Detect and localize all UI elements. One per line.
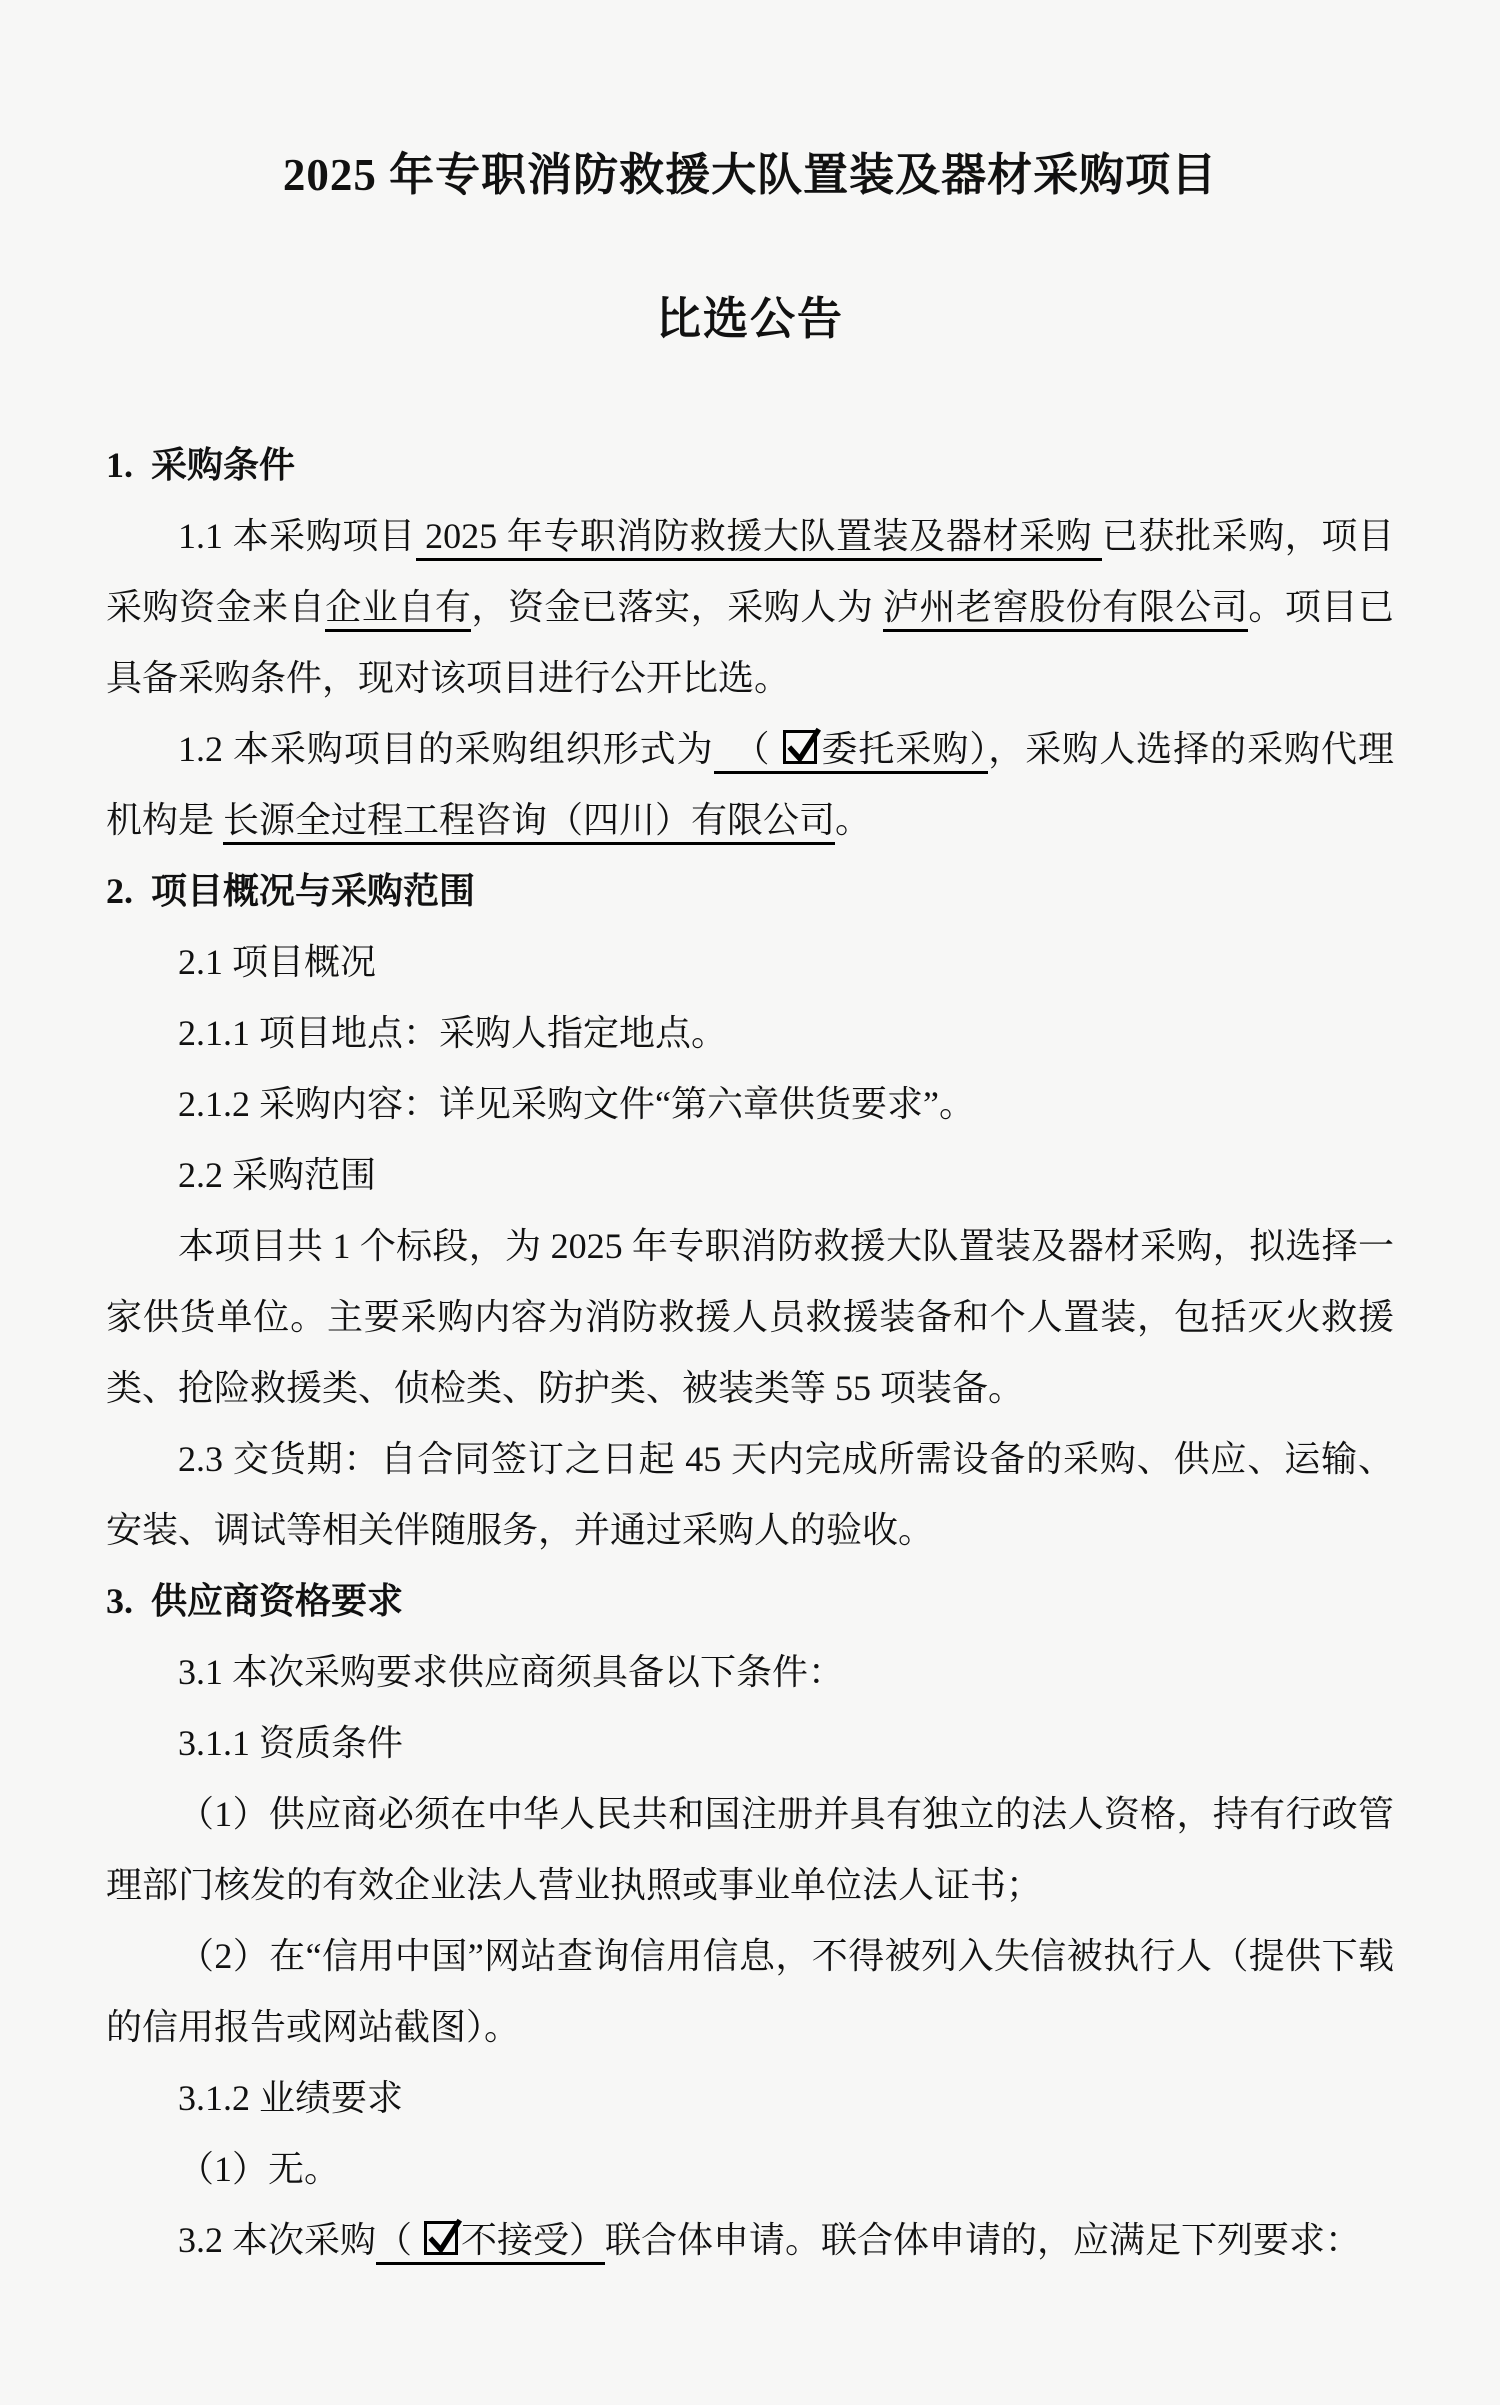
section-2-heading: 2. 项目概况与采购范围	[106, 871, 476, 911]
para-1-1	[106, 501, 1394, 714]
underlined-agency-name: 长源全过程工程咨询（四川）有限公司	[223, 800, 835, 845]
underlined-purchaser-name: 泸州老窖股份有限公司	[883, 587, 1248, 632]
para-2-2: 2.2 采购范围	[178, 1155, 377, 1195]
text-segment: 1.2 本采购项目的采购组织形式为	[178, 729, 714, 769]
text-segment: 。项目已具备采购条件，现对该项目进行公开比选。	[106, 587, 1394, 698]
text-segment: 3.2 本次采购	[178, 2220, 377, 2260]
para-2-1-1: 2.1.1 项目地点：采购人指定地点。	[178, 1013, 728, 1053]
text-segment: 已获批采购，项目采购资金来自	[106, 516, 1394, 627]
section-3-heading: 3. 供应商资格要求	[106, 1581, 404, 1621]
para-2-1: 2.1 项目概况	[178, 942, 377, 982]
para-3-1-2-item-1: （1）无。	[178, 2149, 341, 2189]
text-segment: （	[713, 729, 781, 769]
para-3-1-1: 3.1.1 资质条件	[178, 1723, 404, 1763]
underlined-fund-source: 企业自有	[325, 587, 471, 632]
document-subtitle: 比选公告	[655, 294, 844, 344]
para-3-1-1-item-2: （2）在“信用中国”网站查询信用信息，不得被列入失信被执行人（提供下载的信用报告或网站截图）。	[106, 1936, 1394, 2047]
text-segment: 1.1 本采购项目	[178, 516, 416, 556]
para-3-1-2: 3.1.2 业绩要求	[178, 2078, 404, 2118]
text-segment: 联合体申请。联合体申请的，应满足下列要求：	[605, 2220, 1362, 2260]
text-segment: ，资金已落实，采购人为	[471, 587, 883, 627]
text-segment: 不接受）	[461, 2220, 606, 2260]
para-3-2	[106, 2205, 1394, 2276]
text-segment: 。	[835, 800, 872, 840]
para-2-2-body: 本项目共 1 个标段，为 2025 年专职消防救援大队置装及器材采购，拟选择一家供货单位。主要采购内容为消防救援人员救援装备和个人置装，包括灭火救援类、抢险救援类、侦检类、防护类、被装类等 55 项装备。	[106, 1226, 1394, 1408]
text-segment: ，采购人选择的采购代理机构是	[106, 729, 1394, 840]
para-3-1-1-item-1: （1）供应商必须在中华人民共和国注册并具有独立的法人资格，持有行政管理部门核发的有效企业法人营业执照或事业单位法人证书；	[106, 1794, 1394, 1905]
document-title: 2025 年专职消防救援大队置装及器材采购项目	[282, 150, 1218, 200]
text-segment: 委托采购）	[820, 729, 989, 769]
underlined-project-name: 2025 年专职消防救援大队置装及器材采购	[416, 516, 1102, 561]
para-2-1-2: 2.1.2 采购内容：详见采购文件“第六章供货要求”。	[178, 1084, 975, 1124]
para-3-1: 3.1 本次采购要求供应商须具备以下条件：	[178, 1652, 845, 1692]
checkbox-checked-icon	[424, 2221, 458, 2255]
text-segment: （	[376, 2220, 422, 2260]
underlined-consortium-option	[376, 2220, 605, 2265]
underlined-organization-form	[714, 729, 989, 774]
para-1-2	[106, 714, 1394, 856]
section-1-heading: 1. 采购条件	[106, 445, 296, 485]
checkbox-checked-icon	[783, 730, 817, 764]
para-2-3: 2.3 交货期：自合同签订之日起 45 天内完成所需设备的采购、供应、运输、安装、调试等相关伴随服务，并通过采购人的验收。	[106, 1439, 1394, 1550]
